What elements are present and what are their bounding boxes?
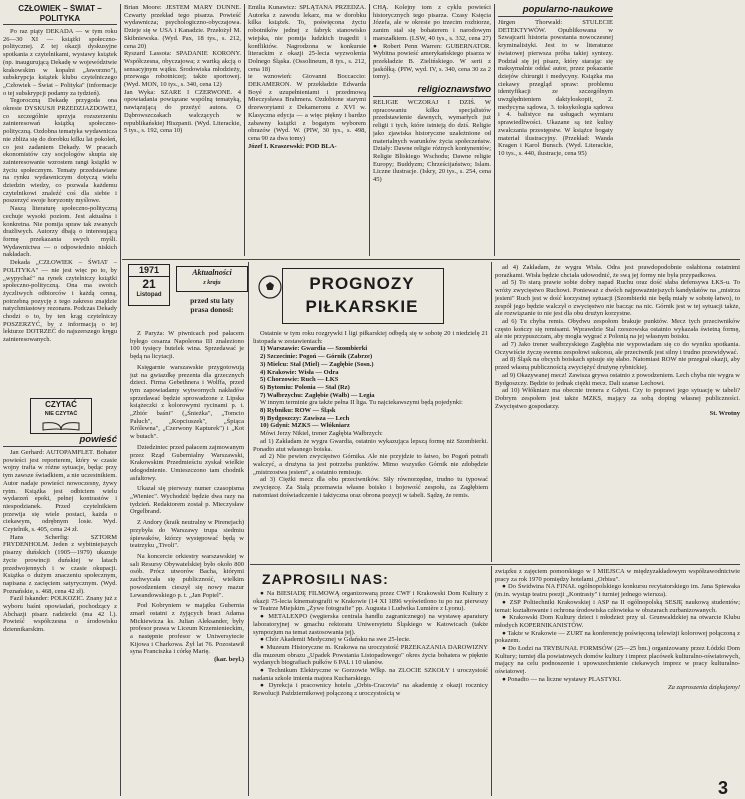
- paragraph: ad 8) Śląsk na obcych boiskach spisuje się słabo. Natomiast ROW nie przegrał okazji, aby przed własną publicznością zwyciężyć drużynę rybnickiej.: [495, 356, 740, 372]
- signature: St. Wrotny: [709, 410, 740, 418]
- prasa-heading: [182, 296, 242, 324]
- article-prognozy: [253, 330, 488, 560]
- football-icon: [257, 274, 283, 300]
- match: 4) Krakowie: Wisła — Odra: [260, 368, 339, 376]
- match: 1) Warszawie: Gwardia — Szombierki: [260, 345, 368, 353]
- paragraph: Ryszard Lassota: SPADANIE KORONY. Współczesna, obyczajowa; z wartką akcją o sensacyjnym wątku. Środowiska młodzieży, przewaga robotniczej; także sportowej. (Wyd. MON, 10 tys., s. 340, cena 12): [124, 50, 241, 89]
- article-religioznawstwo: [373, 4, 491, 256]
- aktualnosci-tag: [176, 266, 248, 292]
- paragraph: Fazil Iskander: POLKOZIC. Znany już z wyboru baśni opowiadań, pochodzący z Abchazji pisarz radziecki (ma 42 l.). Powieść współczesna o środowisku dziennikarskim.: [3, 595, 117, 634]
- czytac-label: CZYTAĆ: [45, 400, 77, 409]
- page-number: 3: [718, 778, 729, 798]
- article-popularno-naukowe: [498, 4, 613, 256]
- paragraph: ad 6) Tu chyba remis. Obydwu zespołom brakuje punktów. Mecz tych przeciwników często kończy się remisami. Wprawdzie Stal rzeszowska ostatnio wykazała świetną formę, ale nie przypuszczam, aby mogła wygrać z Polonią na jej własnym boisku.: [495, 317, 740, 341]
- match: 6) Bytomiu: Polonia — Stal (Rz): [260, 383, 350, 391]
- match: 2) Szczecinie: Pogoń — Górnik (Zabrze): [260, 353, 373, 361]
- column-divider: [248, 262, 249, 796]
- paragraph: Naszą literaturę społeczno-polityczną cechuje wysoki poziom. Jest aktualna i konkretna. Nie pomija spraw tak zwanych drażliwych. Autorzy dbają o interesującą formę przekazania swych myśli. Wydawnictwa — o odpowiednio niskich nakładach.: [3, 205, 117, 259]
- section-divider: [122, 259, 740, 260]
- paragraph: związku z zajęciem pomorskiego w I MIEJSCA w międzyzakładowym współzawodnictwie pracy za rok 1970 pomiędzy hotelami „Orbisu".: [495, 568, 740, 583]
- paragraph: ad 1) Zakładam że wygra Gwardia, ostatnio wykazująca lepszą formę niż Szombierki. Ponadto atut własnego boiska.: [253, 437, 488, 453]
- paragraph: ● Także w Krakowie — ZURT na konferencję poświęconą telewizji kolorowej połączoną z pokazem.: [495, 629, 740, 645]
- paragraph: ● ZSP Politechniki Krakowskiej i ASP na II ogólnopolską SESJĘ naukową studentów; temat: kształtowanie i ochrona środowiska człowieka w obszarach zurbanizowanych.: [495, 598, 740, 614]
- paragraph: RELIGIE WCZORAJ I DZIŚ. W opracowaniu kilku specjalistów przedstawienie dawnych, wymarłych już religii i tych, które istnieją do dziś. Religie jako zjawiska historyczne uzależnione od materialnych warunków życia społeczeństw. Działy: Dawne religie różnych kontynentów; Religie Bliskiego Wschodu; Dawne religie Europy; Buddyzm; Chrześcijaństwo; Islam. Liczne ilustracje. (Iskry, 20 tys., s. 254, cena 45): [373, 99, 491, 184]
- date-year: 1971: [129, 265, 169, 277]
- paragraph: ad 7) Jako trener wałbrzyskiego Zagłębia nie wypowiadam się co do wyniku spotkania. Oczywiście życzę swemu zespołowi sukcesu, ale przeciwnik jest silny i trudno przewidywać.: [495, 341, 740, 356]
- paragraph: ● Dyrekcja i pracownicy hotelu „Orbis-Cracovia" na akademię z okazji rocznicy Rewolucji Październikowej połączoną z uroczystością w: [253, 682, 488, 698]
- paragraph: ad 4) Zakładam, że wygra Wisła. Odra jest prawdopodobnie osłabiona ostatnimi porażkami. Wisła będzie chciała udowodnić, że swą jej formy nie była przypadkowa.: [495, 264, 740, 279]
- zaprosili-title: ZAPROSILI NAS:: [262, 571, 389, 587]
- paragraph: ad 9) Okazywanej mecz! Zawisza grywa ostatnio z powodzeniem. Lech chyba nie wygra w Bydgoszczy. Będzie to jednak ciężki mecz. Dali szanse Lechowi.: [495, 371, 740, 387]
- date-month: Listopad: [136, 292, 162, 298]
- calendar-date-block: [128, 264, 170, 306]
- paragraph: Ukazał się pierwszy numer czasopisma „Wieniec". Wychodzić będzie dwa razy na tydzień. Redaktorem został p. Mieczysław Orgelbrand.: [130, 485, 244, 516]
- article-zaprosili: [253, 590, 488, 796]
- article-prognozy-continued: [495, 264, 740, 562]
- paragraph: Po raz piąty DEKADA — w tym roku 26—30 XI — książki społeczno-politycznej. Z tej okazji dyskusyjne spotkania z czytelnikami, wystawy książek (np. inaugurującą Dekadę w województwie krakowskim w kopalni „Jaworzno"), subskrypcja książek klubu czytelniczego „Człowiek – Świat – Polityka" (informacje o tej subskrypcji podamy za tydzień).: [3, 28, 117, 97]
- czytac-nie-czytac-logo: [30, 398, 92, 434]
- match: 9) Bydgoszczy: Zawisza — Lech: [260, 414, 350, 422]
- match: 10) Gdyni: MZKS — Włókniarz: [260, 422, 350, 430]
- paragraph: Dziedziniec przed pałacem zajmowanym przez Rząd Gubernialny Warszawski, Krakowskim Przedmieściu zyskał wielkie udogodnienie. Umieszczono tam chodnik asfaltowy.: [130, 443, 244, 482]
- section-title: religioznawstwo: [373, 84, 491, 97]
- paragraph: Emilia Kunawicz: SPLĄTANA PRZEDZA. Autorka z zawodu lekarz, ma w dorobku kilka książek. To, poświęcona życiu robotników jednej z fabryk stanowisko wiejska, nie pomija ludzkich tragedii i konfliktów. Nagrodzona w konkursie literackim z okazji 25-lecia wyzwolenia Dolnego Śląska. (Ossolineum, 8 tys., s. 212, cena 18): [248, 4, 366, 73]
- article-czlowiek-swiat-polityka: [3, 4, 117, 394]
- article-sto-lat-temu: [130, 330, 244, 796]
- column-divider: [491, 262, 492, 562]
- paragraph: ● Na BIESIADĘ FILMOWĄ organizowaną przez CWF i Krakowski Dom Kultury z okazji 75-lecia kinematografii w Krakowie (14 XI 1896 wyświetlono tu po raz pierwszy w Teatrze Miejskim „Żywe fotografie" pp. Augusta i Ludwika Lumière z Lyonu).: [253, 590, 488, 613]
- paragraph: Jürgen Thorwald: STULECIE DETEKTYWÓW. Opublikowana w Szwajcarii historia powstania nowoczesnej kryminalistyki. Jest to w literaturze światowej pierwsza próba takiej syntezy. Podział się jej pisarz, który starając się maksymalnie oddać autor, przez pokazanie dziejów chirurgii i medycyny. Książka ma ciekawy przegląd spraw: problemu identyfikacji ze szczególnym uwzględnieniem daktyloskopii, 2. medycyna sądowa, 3. toksykologia sądowa i 4. balistyce na usługach wymiaru sprawiedliwości. Ukazane są też kulisy zwalczania przestępstw. W książce bogaty materiał ilustracyjny. (Przekład: Wanda Kragen i Karol Bunsch. (Wyd. Literackie, 10 tys., s. 440, ilustracje, cena 95): [498, 19, 613, 157]
- article-book-reviews: [124, 4, 241, 256]
- heading-text: przed stu laty prasa donosi:: [190, 296, 234, 314]
- match: 8) Rybniku: ROW — Śląsk: [260, 407, 336, 415]
- signature: (kar. beyl.): [214, 656, 244, 664]
- paragraph: Z Andory (kraik neutralny w Pirenejach) przybyła do Warszawy trupa siedmiu śpiewaków, którzy występować będą w teatrzyku „Tivoli".: [130, 519, 244, 550]
- section-title: powieść: [3, 434, 117, 447]
- nie-czytac-label: NIE CZYTAĆ: [44, 411, 78, 417]
- paragraph: Pod Kobryniem w majątku Gubernia zmarł ostatni z żyjących braci Adama Mickiewicza ks. Julian Aleksander, były profesor prawa w Liceum Krzemienieckim, a następnie profesor w Uniwersytecie Kijowa i Charkowa. Żył lat 76. Pozostawił syna Franciszka i córkę Marię.: [130, 602, 244, 656]
- paragraph: Tegoroczną Dekadę przygoda ona okresie DYSKUSJI PRZEDZJAZDOWEJ, co szczególnie sprzyja rozszerzeniu zainteresowań książką społeczno-polityczną. Ozdobna tematyka wydawnicza nie zbliża się do dorobku kilku lat pokoleń, co jest zadaniem Dekady. W pracach ekonomistów czy socjologów skupia się zainteresowanie wzrostem rangi książki w życiu społecznym. Tematy przedstawiane na rynku wydawniczym dotyczą wielu dziedzin wiedzy, co pozwala każdemu czytelnikowi znaleźć coś dla siebie i poszerzyć swoje horyzonty myślowe.: [3, 97, 117, 205]
- paragraph: ● Technikum Elektryczne w Gorzowie Wlkp. na ZLOCIE SZKOŁY i uroczystość nadania szkole imienia majora Kucharskiego.: [253, 667, 488, 682]
- paragraph: Dekada „CZŁOWIEK – ŚWIAT – POLITYKA" — nie jest więc po to, by „wypychać" na rynek czytelniczy książki społeczno-polityczną. Ona ma swoich życzliwych odbiorców i każdą cenną, potrzebną pozycję z tego zakresu znajdzie natychmiastowy rezonans. Podczas Dekady chodzi o to, by ten krąg czytelniczy POSZERZYĆ, by z informacją o tej lekturze DOTRZEĆ do najszerszego kręgu zainteresowanych.: [3, 259, 117, 344]
- date-day: 21: [142, 277, 156, 291]
- section-title: popularno-naukowe: [498, 4, 613, 17]
- paragraph: ad 3) Ciężki mecz dla obu przeciwników. Siły równorzędne, trudno tu typować zwycięzcę. Za Stalą przemawia własne boisko i bojowość zespołu, za Zagłębiem natomiast doświadczenie i taktyczna oraz obrona pozycji w tabeli. Sądzę, że remis.: [253, 476, 488, 499]
- paragraph: ad 5) To starą prawie sobie dobry napad Ruchu oraz dość słaba defensywa ŁKS-u. To wróży zwycięstwo Ruchowi. Ponieważ z dwóch najpoważniejszych kandydatów na „mistrza jesieni" Ruch jest w dość korzystnej sytuacji (Szombierki nie będą miały w sobotę łatwo), to zespół jego będzie walczył o zwycięstwo nie bacząc na nic. Górnik jest w tej sytuacji także, ale rozwiązanie to nie jest dla obu drużyn korzystne.: [495, 279, 740, 318]
- paragraph: Z Paryża: W piwnicach pod pałacem byłego cesarza Napoleona III znaleziono 100 tysięcy butelek wina. Sprzedawać je będą na licytacji.: [130, 330, 244, 361]
- paragraph: ● Ponadto — na liczne wystawy PLASTYKI.: [502, 675, 622, 683]
- paragraph: Hans Scherfig: SZTORM FRYDENHOLM. Jeden z wybitniejszych pisarzy duńskich (1905—1979) ukazuje życie prowincji duńskiej w latach przedwojennych i w czasie okupacji. Książka o dużym znaczeniu społecznym, napisana z zacięciem satyrycznym. (Wyd. Poznańskie, s. 468, cena 42 zł).: [3, 533, 117, 595]
- article-title: CZŁOWIEK – ŚWIAT – POLITYKA: [3, 4, 117, 25]
- paragraph: ● Do Świdwina NA FINAŁ ogólnopolskiego konkursu recytatorskiego im. Jana Spiewaka (m.in. wystąp teatru poezji „Kontrasty" i turniej jednego wiersza).: [495, 583, 740, 599]
- paragraph: Ostatnie w tym roku rozgrywki I ligi piłkarskiej odbędą się w sobotę 20 i niedzielę 21 listopada w zestawieniach:: [253, 330, 488, 345]
- article-zaprosili-continued: [495, 568, 740, 786]
- column-divider: [494, 4, 495, 256]
- match: 3) Mielcu: Stal (Miel) — Zagłębie (Sosn.): [260, 360, 374, 368]
- match: 5) Chorzowie: Ruch — ŁKS: [260, 376, 339, 384]
- article-powiesc: [3, 434, 117, 796]
- paragraph: W innym terminie gra także pełna II liga. Tu najciekawszymi będą pojedynki:: [260, 399, 463, 407]
- book-icon: [41, 421, 81, 431]
- paragraph: ● Do Łodzi na TRYBUNAŁ FORMSÓW (25—25 bm.) organizowany przez Łódzki Dom Kultury; turniej dla powiatowych domów kultury i imprez placówek kulturalno-oświatowych, mający na celu podnoszenie i upowszechnienie ciekawych imprez w pracy kulturalno-oświatowej.: [495, 645, 740, 676]
- tag-label: Aktualności: [192, 268, 232, 277]
- prognozy-title: PROGNOZY PIŁKARSKIE: [305, 274, 419, 316]
- column-divider: [369, 4, 370, 256]
- paragraph: ● Krakowski Dom Kultury dzieci i młodzież przy ul. Grunwaldzkiej na otwarcie Klubu młodych KOPERNIKANISTÓW.: [495, 614, 740, 629]
- paragraph: ie wznowień: Giovanni Boccaccio: DEKAMERON. W przekładzie Edwarda Boyé z uzupełnieniami i przedmową Mieczysława Brahmera. Ozdobione starymi drzeworytami z Dekameronu z XVI w. Klasyczna edycja — a więc piękny i bardzo zabawny książki z bogatym wyborem obrazów (Wyd. W. (PIW, 30 tys., s. 498, cena 90 za dwa tomy): [248, 73, 366, 142]
- paragraph: Brian Moore: JESTEM MARY DUNNE. Czwarty przekład tego pisarza. Powieść wydawnicza; psychologiczno-obyczajowa. Dzieje się w USA i Kanadzie. Przełożył M. Skibniewska. (Wyd. Pax, 18 tys., s. 212, cena 20): [124, 4, 241, 50]
- paragraph: ● METALEXPO (węgierska centrala handlu zagranicznego) na wystawę aparatury laboratoryjnej w gmachu rektoratu Uniwersytetu Śląskiego w Katowicach (także sympozjum na temat zastosowania jej).: [253, 613, 488, 636]
- article-book-reviews-2: [248, 4, 366, 256]
- paragraph: Jan Gerhard: AUTOPAMFLET. Bohater powieści jest reporterem, który w czasie wojny trafia w różne sytuacje, będąc przy tym zawsze świadkiem, a nie uczestnikiem. Autor nadaje powieści nowoczesny, żywy rytm. Książka jest odbiciem wielu wydarzeń epoki, pełnej kontrastów i niespodzianek. Przed czytelnikiem przewija się wiele postaci, każda o ciekawym, odrębnym losie. Wyd. Czytelnik, s. 405, cena 24 zł.: [3, 449, 117, 534]
- paragraph: ad 10) Włókniarz ma obecnie trenera z Gdyni. Czy to poprawi jego sytuację w tabeli? Dobrym zespołem jest także MZKS, mający za sobą doping własnej publiczności. Zwycięstwo gospodarzy.: [495, 387, 740, 410]
- paragraph: Księgarnie warszawskie przygotowują już na gwiazdkę prezenta dla grzecznych dzieci. Firma Gebethnera i Wolffa, przed tym zapowiadamy wytwornych nakładów sprzedawać będzie sprowadzone z Lipska książeczki z kolorowymi rycinami p. t. „Zbiór baśni" („Śnieżka", „Tomcio Paluch", „Kopciuszek", „Śpiąca Królewna", „Czerwony Kapturek") i „Kot w butach".: [130, 363, 244, 441]
- match: 7) Wałbrzychu: Zagłębie (Wałb) — Legia: [260, 391, 375, 399]
- signature: Za zaproszenia dziękujemy!: [668, 683, 740, 691]
- subtag-label: z kraju: [203, 280, 221, 286]
- paragraph: Na koncercie orkiestry warszawskiej w sali Resursy Obywatelskiej było około 800 osób. Prócz utworów Bacha, którymi zachwycała się publiczność, wielkim powodzeniem cieszył się nowy mazur Lewandowskiego p. t. „Jan Popiel".: [130, 552, 244, 599]
- paragraph: ● Chór Akademii Medycznej w Gdańsku na swe 25-lecie.: [260, 636, 411, 644]
- paragraph: CHĄ. Kolejny tom z cyklu powieści historycznych tego pisarza. Czasy Księcia Józefa, ale w okresie po trzecim rozbiorze, zanim stał się bohaterem i narodowym marszałkiem. (LSW, 40 tys., s. 332, cena 27) ● Robert Penn Warren: GUBERNATOR. Wybitna powieść amerykańskiego pisarza w przekładzie B. Zielińskiego. W serii z jaskółką. (PIW, wyd. IV, s. 340, cena 30 za 2 tomy).: [373, 4, 491, 81]
- column-divider: [244, 4, 245, 256]
- paragraph: Mówi Jerzy Nikiel, trener Zagłębia Wałbrzych:: [260, 430, 383, 438]
- paragraph: Jan Wyka: SZARE I CZERWONE. 4 opowiadania powiązane wspólną tematyką, nawiązującą do przeżyć autora. O Dąbrowszczakach walczących w republikańskiej Hiszpanii. (Wyd. Literackie, 5 tys., s. 192, cena 10): [124, 88, 241, 135]
- paragraph: ad 2) Nie pewien zwycięstwo Górnika. Ale nie przyjdzie to łatwo, bo Pogoń potrafi walczyć, a drużyna ta jest potrzeba punktów. Mimo wszystko Górnik nie zdobędzie „mistrzostwa jesieni", a ostatnio remisuje.: [253, 453, 488, 476]
- paragraph: Józef I. Kraszewski: POD BLA-: [248, 142, 337, 150]
- column-divider: [120, 4, 121, 796]
- column-divider: [491, 566, 492, 796]
- paragraph: ● Muzeum Historyczne m. Krakowa na uroczystość PRZEKAZANIA DAROWIZNY dla muzeum obrazu „Upadek Powstania Listopadowego" okres życia bohatera w pięknie wydanych biografiach pułków 6 PAL i 10 ułanów.: [253, 643, 488, 667]
- section-divider: [250, 564, 740, 565]
